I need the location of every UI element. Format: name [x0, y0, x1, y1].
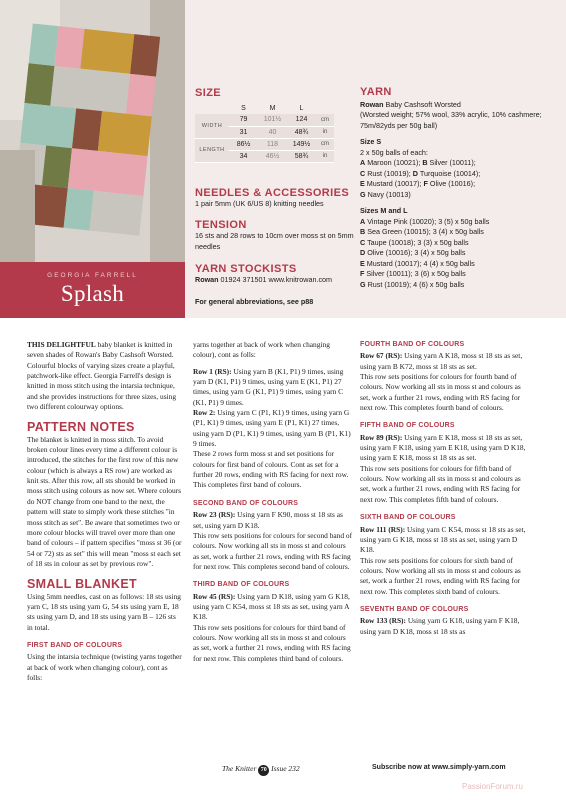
band-5-row — [360, 433, 528, 464]
row-label: Row 2: — [193, 408, 216, 418]
size-cell: 34 — [229, 150, 258, 162]
band-1-rest: These 2 rows form moss st and set positions for colours for first band of colours. Cont as set for a further 20 rows, ending with RS facing for next row. This completes first band of colours. — [193, 449, 349, 490]
band-5-heading: FIFTH BAND OF COLOURS — [360, 422, 455, 430]
band-1-heading: FIRST BAND OF COLOURS — [27, 641, 123, 649]
stockist-contact: 01924 371501 www.knitrowan.com — [218, 275, 333, 284]
yarn-shade: Vintage Pink (10020); 3 (5) x 50g balls — [365, 216, 490, 226]
yarn-letter: D — [360, 248, 366, 257]
pattern-notes-text: The blanket is knitted in moss stitch. To avoid broken colour lines every time a different colour is introduced, the stitches for the first row of this new colour (which is always a RS row) are worked as knit sts. After this row, all sts should be worked in moss stitch using colours as now set. Where colours do NOT change from one band to the next, the pattern will state to simply work these stitches "in moss stitch as set". Be aware that sometimes two or more colour blocks will travel over more than one band of colours – if pattern specifies "moss st 36 (or 54 or 72) sts as set" this will mean "moss st each set of 18 sts in colour as set by previous row". — [27, 434, 182, 568]
band-7-row — [360, 616, 528, 637]
unit-cell: in — [316, 150, 334, 162]
yarn-letter: E — [360, 179, 365, 188]
size-ml-line — [360, 280, 560, 291]
band-4-row — [360, 351, 528, 372]
length-label: LENGTH — [195, 138, 229, 162]
yarn-letter: F — [423, 179, 428, 188]
size-ml-heading: Sizes M and L — [360, 206, 408, 215]
intro-lead: THIS DELIGHTFUL — [27, 340, 96, 349]
row-label: Row 67 (RS): — [360, 351, 403, 361]
designer-byline: GEORGIA FARRELL — [47, 272, 138, 279]
unit-cell: in — [316, 126, 334, 138]
size-cell: 40 — [258, 126, 287, 138]
row-label: Row 133 (RS): — [360, 616, 406, 626]
band-3-row — [193, 592, 353, 623]
yarn-brand: Rowan — [360, 99, 384, 109]
size-header: M — [269, 104, 276, 112]
size-s-line — [360, 179, 560, 190]
row-text: Using yarn F K90, moss st 18 sts as set, using yarn D K18. — [193, 510, 343, 530]
header-section — [0, 0, 566, 318]
yarn-column — [360, 87, 560, 290]
size-ml-line — [360, 238, 560, 249]
yarn-shade: Silver (10011); 3 (6) x 50g balls — [364, 269, 466, 278]
band-6-heading: SIXTH BAND OF COLOURS — [360, 514, 456, 522]
band-4-rest: This row sets positions for colours for fourth band of colours. Now working all sts in moss st and colours as set, work a further 21 rows, ending with RS facing for next row. This completes fourth band of colours. — [360, 372, 521, 413]
row-label: Row 89 (RS): — [360, 432, 403, 442]
needles-heading: NEEDLES & ACCESSORIES — [195, 187, 350, 199]
spec-panel — [185, 0, 566, 318]
yarn-shade: Rust (10019); 4 (6) x 50g balls — [365, 279, 465, 289]
yarn-letter: B — [422, 158, 428, 167]
magazine-name: The Knitter — [222, 764, 257, 773]
yarn-desc: (Worsted weight; 57% wool, 33% acrylic, 10% cashmere; 75m/82yds per 50g ball) — [360, 110, 542, 130]
size-cell: 58¾ — [287, 150, 316, 162]
row-text: Using yarn C K54, moss st 18 sts as set, using yarn G K18, moss st 18 sts as set, using yarn D K18. — [360, 524, 526, 555]
size-s-line — [360, 158, 560, 169]
band-7-heading: SEVENTH BAND OF COLOURS — [360, 605, 469, 613]
row-text: Using yarn A K18, moss st 18 sts as set, using yarn B K72, moss st 18 sts as set. — [360, 351, 523, 371]
band-3-rest: This row sets positions for colours for third band of colours. Now working all sts in moss st and colours as set, work a further 21 rows, ending with RS facing for next row. This completes third band of colours. — [193, 622, 351, 663]
stockists-heading: YARN STOCKISTS — [195, 263, 297, 275]
size-cell: 31 — [229, 126, 258, 138]
column-1 — [27, 340, 182, 682]
subscribe-link[interactable]: Subscribe now at www.simply-yarn.com — [372, 764, 506, 771]
yarn-shade: Mustard (10017); 4 (4) x 50g balls — [364, 258, 475, 268]
size-s-intro: 2 x 50g balls of each: — [360, 147, 428, 157]
size-cell: 124 — [287, 114, 316, 126]
small-blanket-heading: SMALL BLANKET — [27, 577, 137, 592]
small-blanket-text: Using 5mm needles, cast on as follows: 18 sts using yarn C, 18 sts using yarn G, 54 sts using yarn E, 18 sts using yarn D, and 18 sts using yarn B – 126 sts in total. — [27, 591, 181, 632]
size-header: L — [299, 104, 304, 112]
size-ml-line — [360, 259, 560, 270]
band-1-text-cont: yarns together at back of work when changing colour), cont as folls: — [193, 340, 330, 360]
size-cell: 118 — [258, 138, 287, 150]
yarn-shade: Sea Green (10015); 3 (4) x 50g balls — [365, 227, 484, 236]
yarn-shade: Olive (10016); — [427, 179, 476, 188]
yarn-letter: B — [360, 227, 366, 236]
blanket-illustration — [0, 0, 185, 262]
band-1-text: Using the intarsia technique (twisting yarns together at back of work when changing colour), cont as folls: — [27, 652, 182, 682]
yarn-letter: C — [360, 168, 366, 178]
size-cell: 149½ — [287, 138, 316, 150]
yarn-letter: F — [360, 269, 365, 278]
abbreviations-note: For general abbreviations, see p88 — [195, 297, 314, 306]
yarn-letter: C — [360, 237, 366, 247]
size-table — [195, 102, 334, 163]
watermark: PassionForum.ru — [462, 782, 523, 791]
yarn-letter: G — [360, 189, 366, 199]
band-2-row — [193, 510, 353, 531]
band-6-row — [360, 525, 528, 556]
yarn-letter: D — [412, 168, 418, 178]
yarn-shade: Mustard (10017); — [364, 179, 424, 188]
size-cell: 79 — [229, 114, 258, 126]
size-cell: 101½ — [258, 114, 287, 126]
size-ml-line — [360, 217, 560, 228]
intro-text: baby blanket is knitted in seven shades of Rowan's Baby Cashsoft Worsted. Colourful blocks of varying sizes create a playful, patchwork-like effect. Georgia Farrell's design is knitted in moss stitch using the intarsia technique, and she provides instructions for three sizes, using two different colourway options. — [27, 340, 177, 412]
size-s-line — [360, 190, 560, 201]
row-text: Using yarn C (P1, K1) 9 times, using yarn G (P1, K1) 9 times, using yarn E (P1, K1) 27 times, using yarn D (P1, K1) 9 times, using yarn B (P1, K1) 9 times. — [193, 408, 351, 449]
stockist-brand: Rowan — [195, 275, 219, 284]
yarn-letter: A — [360, 216, 366, 226]
row-text: Using yarn D K18, using yarn G K18, using yarn C K54, moss st 18 sts as set, using yarn A K18. — [193, 591, 350, 622]
pattern-notes-heading: PATTERN NOTES — [27, 420, 135, 435]
size-cell: 46½ — [258, 150, 287, 162]
width-label: WIDTH — [195, 114, 229, 138]
band-5-rest: This row sets positions for colours for fifth band of colours. Now working all sts in moss st and colours as set, work a further 21 rows, ending with RS facing for next row. This completes fifth band of colours. — [360, 463, 521, 504]
yarn-letter: A — [360, 158, 366, 167]
yarn-shade: Rust (10019); — [365, 168, 413, 178]
issue-number: Issue 232 — [271, 764, 300, 773]
yarn-shade: Olive (10016); 3 (4) x 50g balls — [365, 248, 466, 257]
row-label: Row 45 (RS): — [193, 591, 236, 601]
yarn-shade: Maroon (10021); — [365, 158, 423, 167]
size-ml-line — [360, 227, 560, 238]
title-block — [0, 262, 185, 318]
yarn-shade: Turquoise (10014); — [417, 168, 481, 178]
yarn-heading: YARN — [360, 86, 392, 98]
band-1-row-1 — [193, 367, 353, 408]
yarn-shade: Taupe (10018); 3 (3) x 50g balls — [365, 237, 469, 247]
band-4-heading: FOURTH BAND OF COLOURS — [360, 341, 465, 348]
yarn-name-text: Baby Cashsoft Worsted — [383, 99, 461, 109]
yarn-letter: E — [360, 258, 365, 268]
yarn-name — [360, 100, 560, 111]
page-number: 70 — [258, 765, 269, 776]
size-heading: SIZE — [195, 87, 222, 99]
row-label: Row 1 (RS): — [193, 366, 232, 376]
tension-text: 16 sts and 28 rows to 10cm over moss st on 5mm needles — [195, 231, 354, 251]
band-3-heading: THIRD BAND OF COLOURS — [193, 581, 290, 589]
pattern-title: Splash — [60, 281, 125, 306]
size-s-line — [360, 169, 560, 180]
needles-text: 1 pair 5mm (UK 6/US 8) knitting needles — [195, 199, 324, 208]
yarn-shade: Navy (10013) — [365, 189, 411, 199]
unit-cell: cm — [316, 138, 334, 150]
yarn-letter: G — [360, 279, 366, 289]
band-1-row-2 — [193, 408, 353, 449]
band-2-rest: This row sets positions for colours for second band of colours. Now working all sts in moss st and colours as set, work a further 21 rows, ending with RS facing for next row. This completes second band of colours. — [193, 530, 353, 571]
size-cell: 48¾ — [287, 126, 316, 138]
unit-cell: cm — [316, 114, 334, 126]
footer-magazine — [222, 764, 300, 776]
intro-paragraph — [27, 340, 182, 412]
column-2 — [193, 340, 353, 664]
size-ml-line — [360, 269, 560, 280]
row-text: Using yarn E K18, moss st 18 sts as set, using yarn F K18, using yarn E K18, using yarn D K18, using yarn E K18, moss st 18 sts as set. — [360, 432, 526, 463]
row-label: Row 23 (RS): — [193, 510, 236, 520]
size-s-heading: Size S — [360, 137, 382, 146]
tension-heading: TENSION — [195, 219, 247, 231]
blanket-photo — [0, 0, 185, 262]
band-6-rest: This row sets positions for colours for sixth band of colours. Now working all sts in moss st and colours as set, work a further 21 rows, ending with RS facing for next row. This completes sixth band of colours. — [360, 555, 521, 596]
row-text: Using yarn G K18, using yarn F K18, using yarn D K18, moss st 18 sts as — [360, 616, 520, 636]
stockists-text — [195, 275, 370, 286]
column-3 — [360, 340, 528, 637]
row-label: Row 111 (RS): — [360, 524, 406, 534]
size-ml-line — [360, 248, 560, 259]
row-text: Using yarn B (K1, P1) 9 times, using yarn D (K1, P1) 9 times, using yarn E (K1, P1) 27 times, using yarn G (K1, P1) 9 times, using yarn C (K1, P1) 9 times. — [193, 366, 344, 407]
size-cell: 86½ — [229, 138, 258, 150]
size-header: S — [241, 104, 246, 112]
yarn-shade: Silver (10011); — [427, 158, 476, 167]
band-2-heading: SECOND BAND OF COLOURS — [193, 499, 299, 507]
